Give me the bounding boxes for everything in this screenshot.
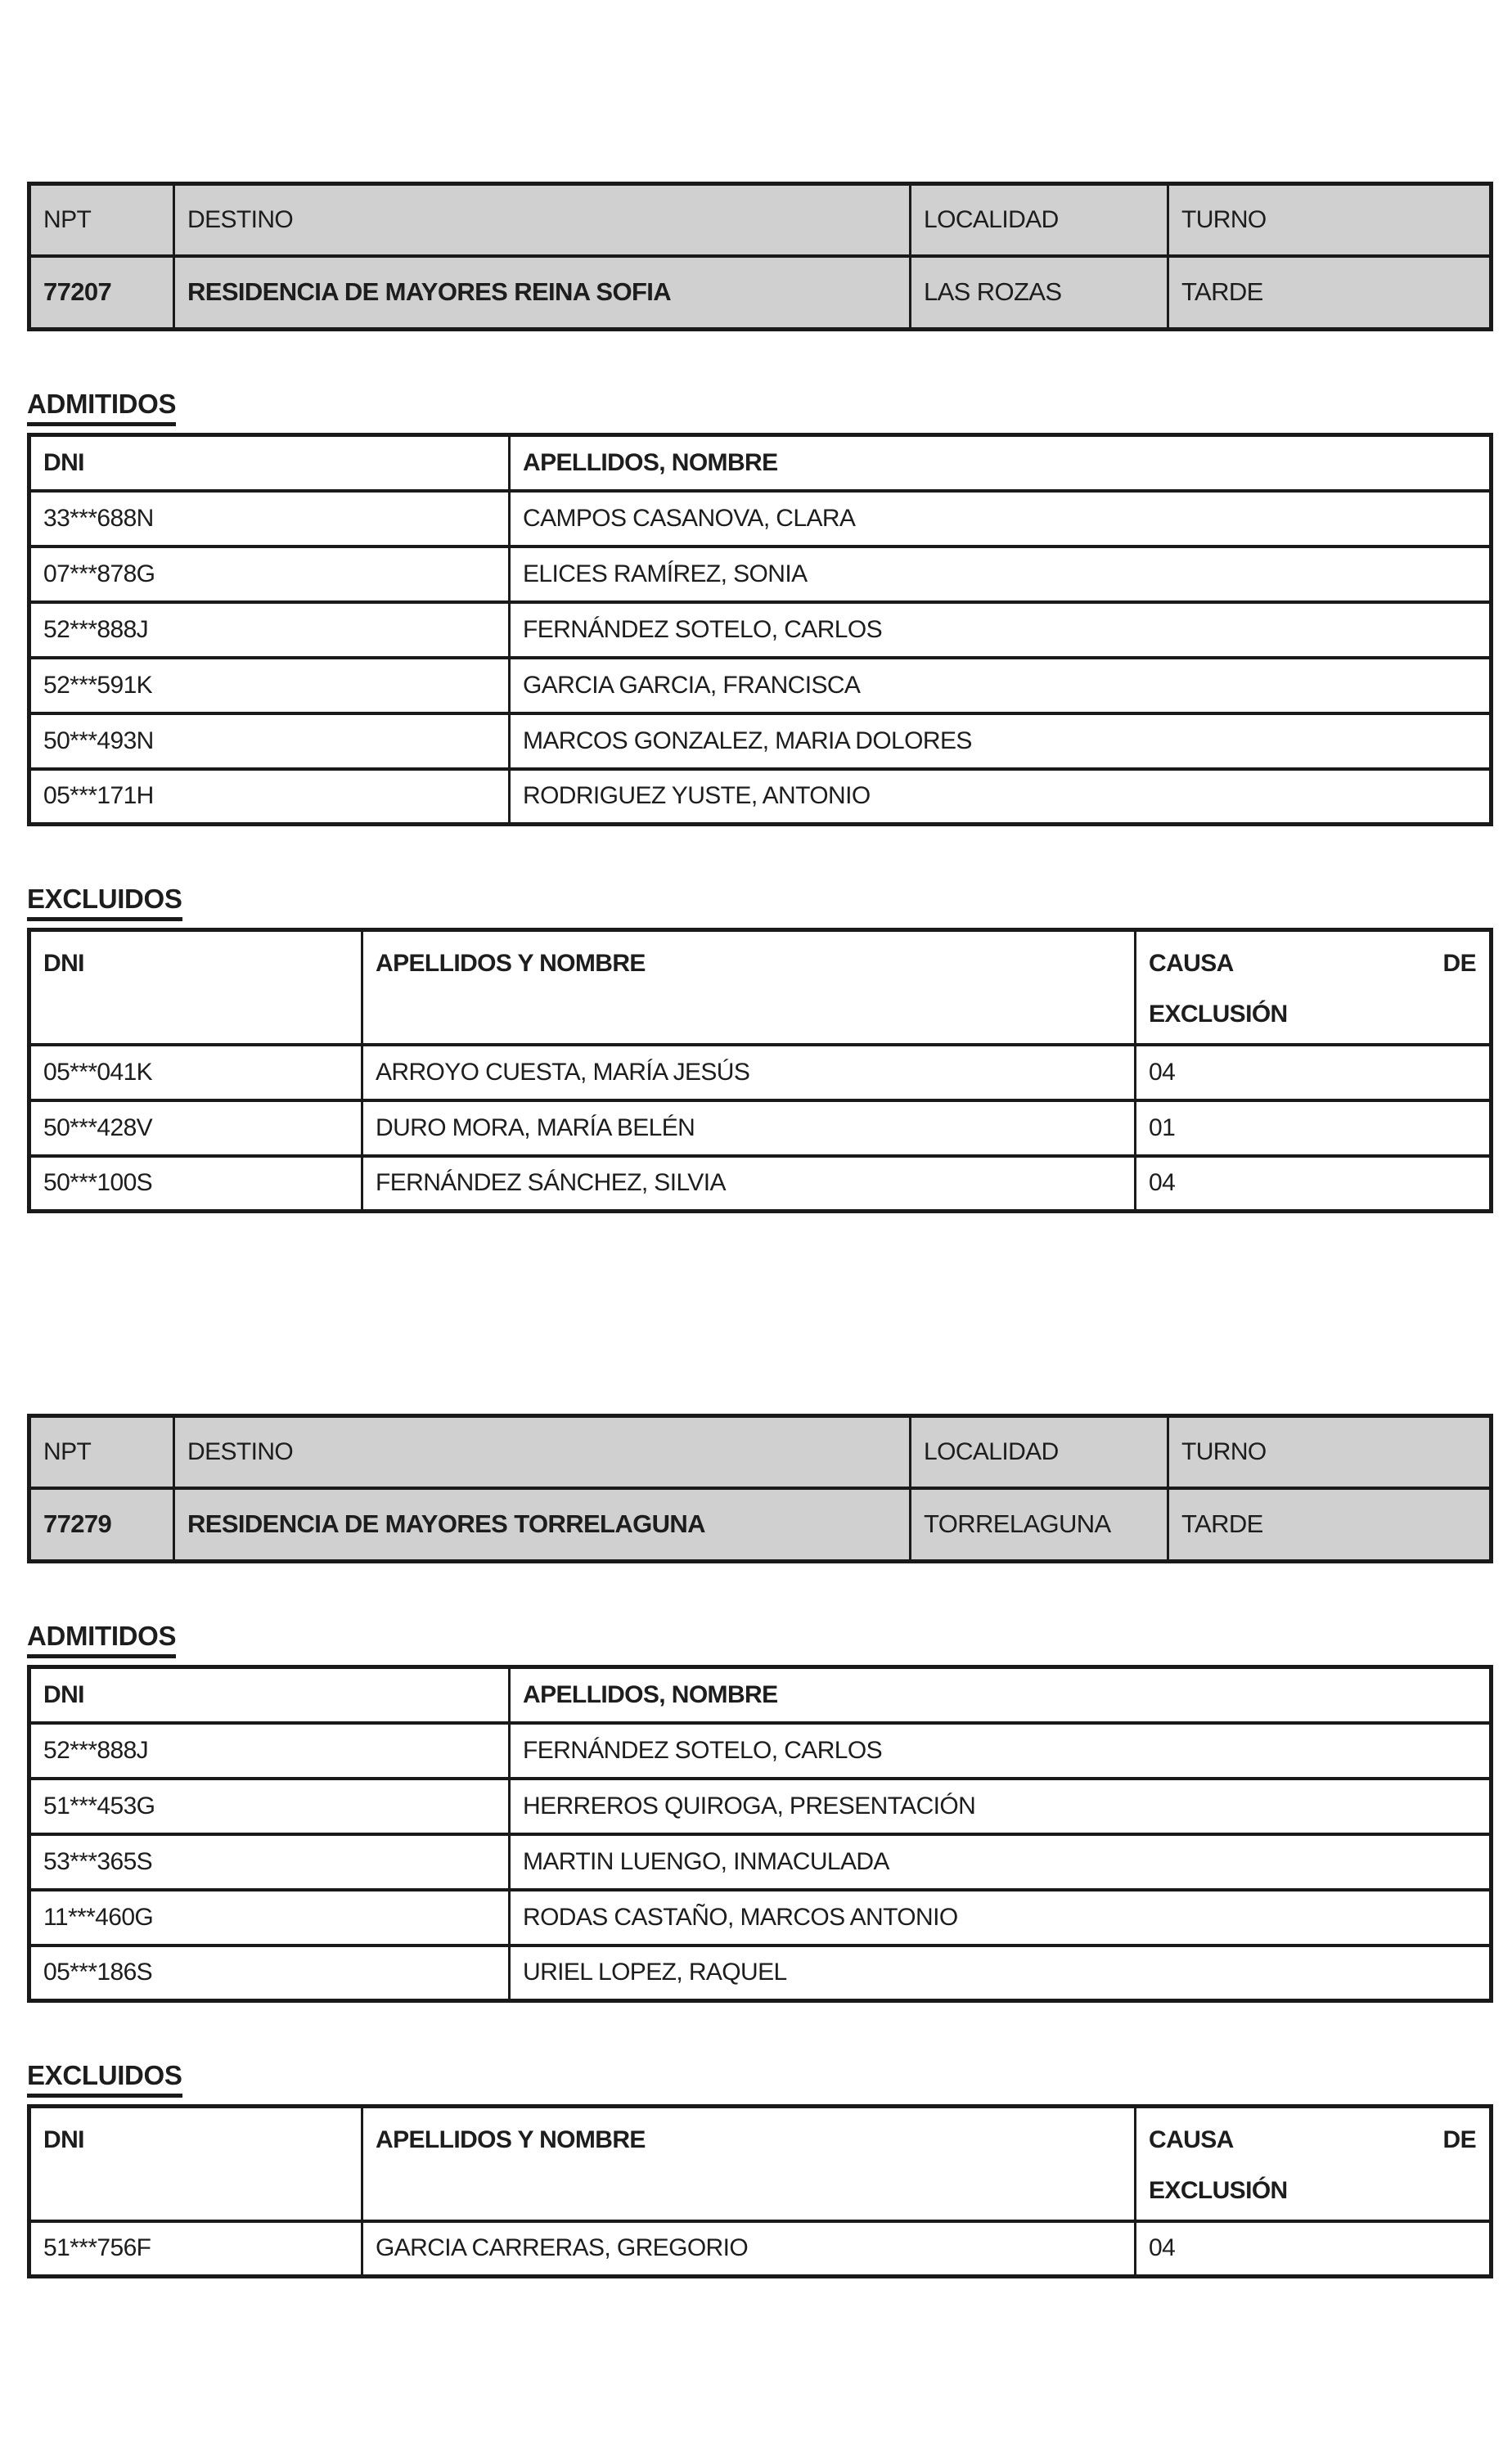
localidad-value: LAS ROZAS [911,256,1168,330]
causa-word: CAUSA [1149,2126,1234,2153]
table-row [29,658,1492,713]
dni-column-header: DNI [29,1667,510,1723]
localidad-column-header: LOCALIDAD [911,1416,1168,1488]
dni-cell: 05***171H [29,769,510,825]
table-row [29,1834,1492,1890]
table-header-row [29,1416,1492,1488]
nombre-column-header: APELLIDOS, NOMBRE [510,1667,1492,1723]
dni-cell: 11***460G [29,1890,510,1945]
table-header-row [29,2107,1492,2221]
nombre-cell: RODRIGUEZ YUSTE, ANTONIO [510,769,1492,825]
de-word: DE [1442,2126,1476,2153]
turno-value: TARDE [1168,256,1492,330]
excluidos-title-text: EXCLUIDOS [27,2060,182,2098]
table-header-row [29,1667,1492,1723]
npt-column-header: NPT [29,1416,174,1488]
table-row [29,713,1492,769]
npt-value: 77207 [29,256,174,330]
table-header-row [29,930,1492,1045]
admitidos-title-text: ADMITIDOS [27,389,176,426]
table-row [29,547,1492,602]
table-row [29,1779,1492,1834]
causa-cell: 04 [1136,2221,1492,2277]
table-row [29,256,1492,330]
npt-value: 77279 [29,1488,174,1562]
destination-table [27,1414,1493,1563]
destino-value: RESIDENCIA DE MAYORES REINA SOFIA [174,256,911,330]
nombre-cell: MARTIN LUENGO, INMACULADA [510,1834,1492,1890]
nombre-cell: GARCIA CARRERAS, GREGORIO [362,2221,1136,2277]
causa-exclusion-column-header [1136,930,1492,1045]
destination-table [27,182,1493,331]
dni-column-header: DNI [29,930,362,1045]
dni-column-header: DNI [29,435,510,491]
causa-cell: 01 [1136,1100,1492,1156]
dni-cell: 53***365S [29,1834,510,1890]
nombre-cell: RODAS CASTAÑO, MARCOS ANTONIO [510,1890,1492,1945]
causa-header-line2: EXCLUSIÓN [1149,1001,1288,1028]
excluidos-table [27,928,1493,1213]
nombre-cell: MARCOS GONZALEZ, MARIA DOLORES [510,713,1492,769]
excluidos-table [27,2104,1493,2278]
destino-value: RESIDENCIA DE MAYORES TORRELAGUNA [174,1488,911,1562]
dni-column-header: DNI [29,2107,362,2221]
causa-header-line2: EXCLUSIÓN [1149,2177,1288,2204]
dni-cell: 05***041K [29,1045,362,1100]
excluidos-title-text: EXCLUIDOS [27,884,182,921]
dni-cell: 52***591K [29,658,510,713]
table-header-row [29,184,1492,256]
causa-cell: 04 [1136,1156,1492,1212]
nombre-column-header: APELLIDOS Y NOMBRE [362,2107,1136,2221]
dni-cell: 52***888J [29,1723,510,1779]
nombre-cell: FERNÁNDEZ SOTELO, CARLOS [510,602,1492,658]
dni-cell: 07***878G [29,547,510,602]
nombre-cell: CAMPOS CASANOVA, CLARA [510,491,1492,547]
dni-cell: 33***688N [29,491,510,547]
table-row [29,1488,1492,1562]
dni-cell: 50***428V [29,1100,362,1156]
nombre-cell: DURO MORA, MARÍA BELÉN [362,1100,1136,1156]
destination-block-2 [27,1414,1489,2278]
dni-cell: 51***756F [29,2221,362,2277]
destino-column-header: DESTINO [174,1416,911,1488]
table-row [29,1100,1492,1156]
causa-exclusion-column-header [1136,2107,1492,2221]
causa-word: CAUSA [1149,950,1234,977]
nombre-cell: HERREROS QUIROGA, PRESENTACIÓN [510,1779,1492,1834]
admitidos-table [27,433,1493,826]
dni-cell: 50***100S [29,1156,362,1212]
table-row [29,1890,1492,1945]
causa-cell: 04 [1136,1045,1492,1100]
de-word: DE [1442,950,1476,977]
destino-column-header: DESTINO [174,184,911,256]
destination-block-1 [27,182,1489,1213]
dni-cell: 50***493N [29,713,510,769]
table-row [29,491,1492,547]
admitidos-section-title [27,389,1489,426]
turno-column-header: TURNO [1168,184,1492,256]
nombre-cell: FERNÁNDEZ SÁNCHEZ, SILVIA [362,1156,1136,1212]
nombre-cell: ARROYO CUESTA, MARÍA JESÚS [362,1045,1136,1100]
dni-cell: 51***453G [29,1779,510,1834]
table-row [29,1723,1492,1779]
table-row [29,602,1492,658]
nombre-cell: FERNÁNDEZ SOTELO, CARLOS [510,1723,1492,1779]
admitidos-title-text: ADMITIDOS [27,1621,176,1658]
table-row [29,769,1492,825]
table-row [29,1045,1492,1100]
admitidos-table [27,1665,1493,2003]
nombre-cell: ELICES RAMÍREZ, SONIA [510,547,1492,602]
npt-column-header: NPT [29,184,174,256]
localidad-column-header: LOCALIDAD [911,184,1168,256]
turno-column-header: TURNO [1168,1416,1492,1488]
table-header-row [29,435,1492,491]
dni-cell: 52***888J [29,602,510,658]
table-row [29,2221,1492,2277]
table-row [29,1156,1492,1212]
localidad-value: TORRELAGUNA [911,1488,1168,1562]
excluidos-section-title [27,2060,1489,2098]
admitidos-section-title [27,1621,1489,1658]
excluidos-section-title [27,884,1489,921]
causa-header-line1 [1149,2126,1489,2154]
turno-value: TARDE [1168,1488,1492,1562]
causa-header-line1 [1149,950,1489,978]
table-row [29,1945,1492,2001]
dni-cell: 05***186S [29,1945,510,2001]
nombre-cell: GARCIA GARCIA, FRANCISCA [510,658,1492,713]
nombre-cell: URIEL LOPEZ, RAQUEL [510,1945,1492,2001]
nombre-column-header: APELLIDOS Y NOMBRE [362,930,1136,1045]
nombre-column-header: APELLIDOS, NOMBRE [510,435,1492,491]
